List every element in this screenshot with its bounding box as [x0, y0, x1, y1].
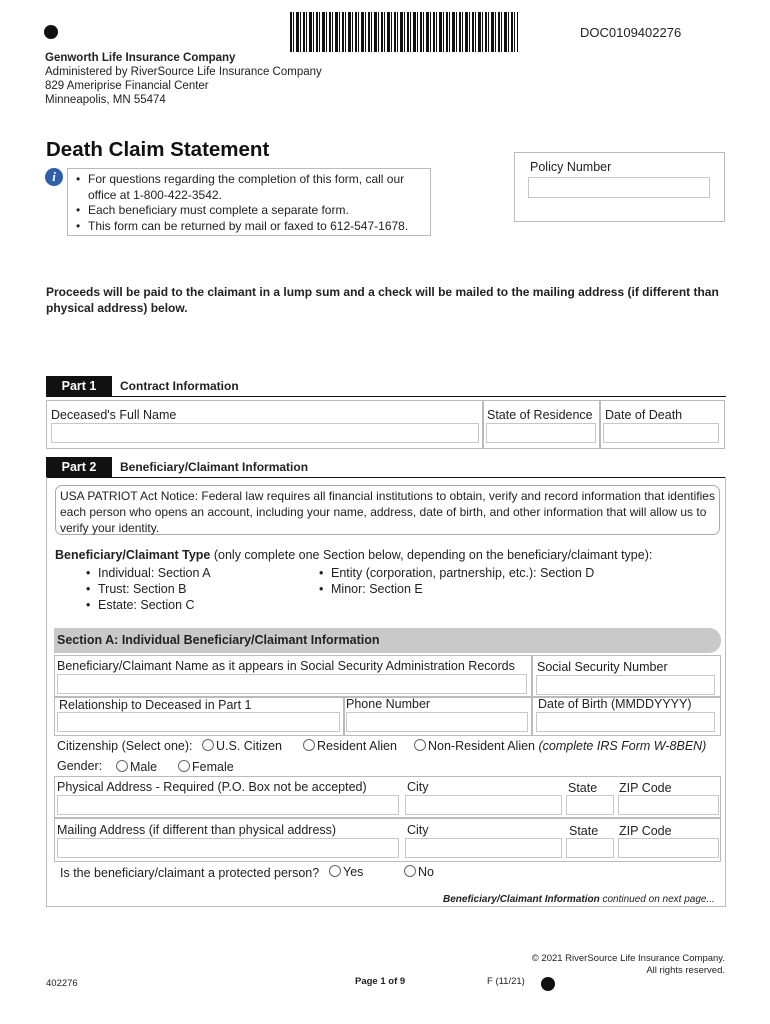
physical-zip-input[interactable] [618, 795, 719, 815]
protected-option-no[interactable]: No [404, 865, 434, 879]
mailing-address-input[interactable] [57, 838, 399, 858]
w8ben-note: (complete IRS Form W-8BEN) [535, 739, 707, 753]
state-residence-input[interactable] [486, 423, 596, 443]
address-line-1: 829 Ameriprise Financial Center [45, 80, 209, 92]
gender-option-male[interactable]: Male [116, 760, 157, 774]
ssn-label: Social Security Number [537, 660, 668, 674]
claimant-type-item: • Trust: Section B [84, 581, 211, 597]
form-number: 402276 [46, 978, 78, 989]
company-name: Genworth Life Insurance Company [45, 52, 236, 64]
phone-label: Phone Number [346, 697, 431, 711]
info-bullet: • This form can be returned by mail or faxed to 612-547-1678. [74, 219, 424, 235]
date-of-death-label: Date of Death [605, 408, 683, 422]
part-2-title: Beneficiary/Claimant Information [120, 460, 309, 474]
page-number: Page 1 of 9 [355, 976, 406, 987]
part-1-title: Contract Information [120, 379, 239, 393]
protected-option-yes[interactable]: Yes [329, 865, 363, 879]
relationship-label: Relationship to Deceased in Part 1 [59, 698, 252, 712]
radio-button-icon[interactable] [414, 739, 426, 751]
physical-address-label: Physical Address - Required (P.O. Box not be accepted) [57, 780, 367, 794]
claimant-name-label: Beneficiary/Claimant Name as it appears in Social Security Administration Records [57, 659, 515, 673]
radio-button-icon[interactable] [404, 865, 416, 877]
claimant-name-input[interactable] [57, 674, 527, 694]
dob-label: Date of Birth (MMDDYYYY) [538, 697, 692, 711]
physical-city-label: City [407, 780, 429, 794]
mailing-state-input[interactable] [566, 838, 614, 858]
physical-address-input[interactable] [57, 795, 399, 815]
state-residence-label: State of Residence [487, 408, 593, 422]
claimant-type-item: • Individual: Section A [84, 565, 211, 581]
claimant-type-line [55, 548, 652, 562]
patriot-act-notice: USA PATRIOT Act Notice: Federal law requires all financial institutions to obtain, verify and record information that identifies each person who opens an account, including your name, address, date of birth, and other information that will allow us to verify your identity. [55, 485, 720, 535]
claimant-type-item: • Minor: Section E [317, 581, 594, 597]
dob-input[interactable] [536, 712, 715, 732]
radio-button-icon[interactable] [116, 760, 128, 772]
info-bullet: • For questions regarding the completion of this form, call our office at 1-800-422-3542. [74, 172, 424, 203]
radio-button-icon[interactable] [303, 739, 315, 751]
claimant-types-right [317, 565, 594, 597]
claimant-type-item: • Entity (corporation, partnership, etc.): Section D [317, 565, 594, 581]
radio-button-icon[interactable] [329, 865, 341, 877]
citizenship-option-us[interactable]: U.S. Citizen [202, 739, 282, 753]
physical-zip-label: ZIP Code [619, 781, 672, 795]
barcode [290, 12, 518, 52]
address-line-2: Minneapolis, MN 55474 [45, 94, 166, 106]
copyright: © 2021 RiverSource Life Insurance Company. All rights reserved. [531, 953, 725, 976]
claimant-types-left [84, 565, 211, 613]
claimant-type-label: Beneficiary/Claimant Type [55, 548, 211, 562]
date-of-death-input[interactable] [603, 423, 719, 443]
registration-mark [541, 977, 555, 991]
citizenship-option-resident[interactable]: Resident Alien [303, 739, 397, 753]
ssn-input[interactable] [536, 675, 715, 695]
deceased-name-input[interactable] [51, 423, 479, 443]
phone-input[interactable] [346, 712, 528, 732]
section-a-header: Section A: Individual Beneficiary/Claimant Information [54, 628, 721, 653]
gender-label: Gender: [57, 759, 103, 773]
mailing-state-label: State [569, 824, 599, 838]
physical-city-input[interactable] [405, 795, 562, 815]
document-id: DOC0109402276 [580, 25, 682, 40]
mailing-zip-label: ZIP Code [619, 824, 672, 838]
policy-number-input[interactable] [528, 177, 710, 198]
mailing-address-label: Mailing Address (if different than physical address) [57, 823, 337, 837]
proceeds-notice: Proceeds will be paid to the claimant in a lump sum and a check will be mailed to the mailing address (if different than physical address) below. [46, 285, 719, 315]
administrator: Administered by RiverSource Life Insurance Company [45, 66, 322, 78]
company-address-block [45, 51, 322, 107]
policy-number-label: Policy Number [530, 160, 612, 174]
physical-state-label: State [568, 781, 598, 795]
radio-button-icon[interactable] [202, 739, 214, 751]
citizenship-option-nonresident[interactable]: Non-Resident Alien (complete IRS Form W-8BEN) [414, 739, 706, 753]
form-revision: F (11/21) [487, 976, 525, 987]
continued-notice: Beneficiary/Claimant Information continued on next page... [443, 894, 715, 905]
part-1-tab: Part 1 [46, 376, 112, 396]
claimant-type-item: • Estate: Section C [84, 597, 211, 613]
radio-button-icon[interactable] [178, 760, 190, 772]
info-box [67, 168, 431, 236]
registration-mark [44, 25, 58, 39]
part-1-rule [46, 396, 726, 397]
mailing-city-input[interactable] [405, 838, 562, 858]
citizenship-label: Citizenship (Select one): [57, 739, 193, 753]
gender-option-female[interactable]: Female [178, 760, 234, 774]
claimant-type-note: (only complete one Section below, depending on the beneficiary/claimant type): [210, 548, 653, 562]
mailing-city-label: City [407, 823, 429, 837]
physical-state-input[interactable] [566, 795, 614, 815]
protected-person-label: Is the beneficiary/claimant a protected person? [60, 866, 320, 880]
relationship-input[interactable] [57, 712, 340, 732]
info-icon: i [45, 168, 63, 186]
form-title: Death Claim Statement [46, 138, 270, 161]
info-bullet: • Each beneficiary must complete a separate form. [74, 203, 424, 219]
mailing-zip-input[interactable] [618, 838, 719, 858]
part-2-tab: Part 2 [46, 457, 112, 477]
deceased-name-label: Deceased's Full Name [51, 408, 177, 422]
